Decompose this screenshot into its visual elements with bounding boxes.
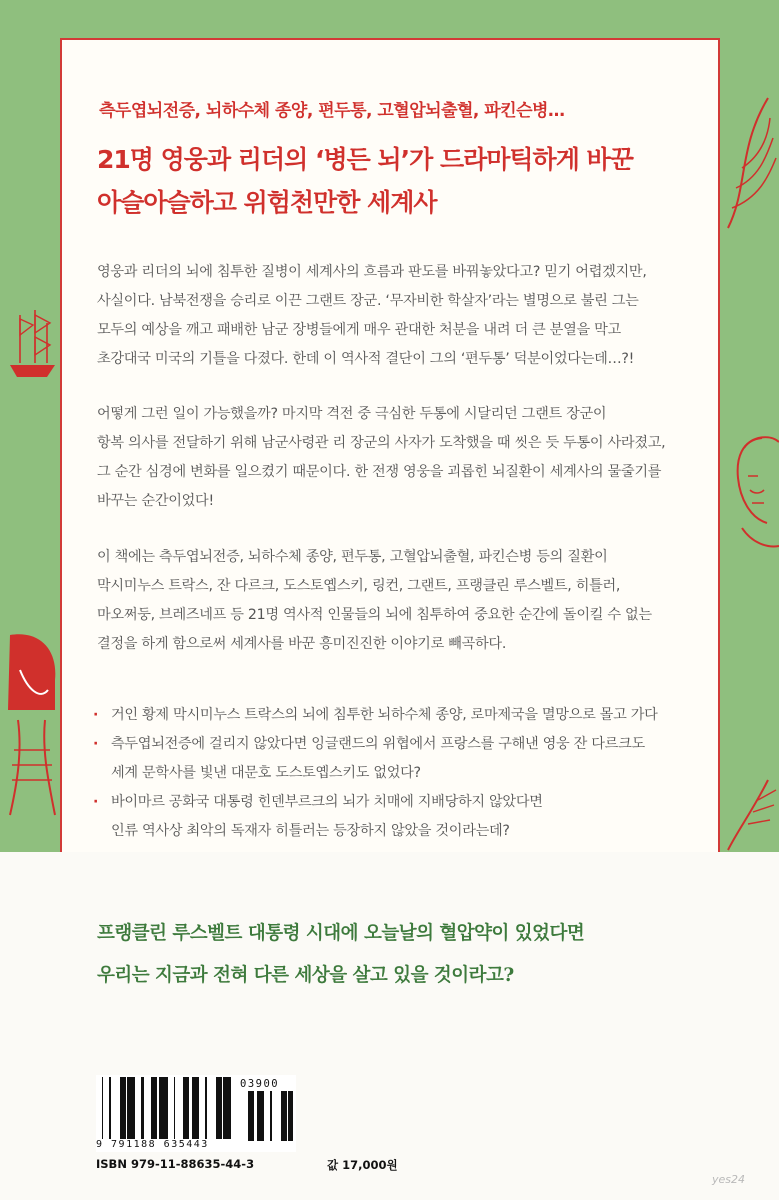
watermark: yes24 <box>712 1173 746 1186</box>
bullet-marker: · <box>93 794 99 810</box>
bullet-item <box>93 788 693 846</box>
barcode-bar <box>258 1091 260 1141</box>
barcode-bar <box>284 1091 287 1141</box>
barcode-bar <box>187 1077 189 1139</box>
barcode-bar <box>248 1091 251 1141</box>
addon-number: 03900 <box>240 1078 280 1090</box>
barcode-bar <box>127 1077 129 1139</box>
paragraph-line: 바꾸는 순간이었다! <box>97 493 214 509</box>
headline-line-1: 21명 영웅과 리더의 ‘병든 뇌’가 드라마틱하게 바꾼 <box>97 145 633 174</box>
paragraph-line: 결정을 하게 함으로써 세계사를 바꾼 흥미진진한 이야기로 빼곡하다. <box>97 636 507 652</box>
bullet-line: 인류 역사상 최악의 독재자 히틀러는 등장하지 않았을 것이라는데? <box>111 823 510 839</box>
barcode-bar <box>156 1077 157 1139</box>
bullet-line: 측두엽뇌전증에 걸리지 않았다면 잉글랜드의 위협에서 프랑스를 구해낸 영웅 잔 다르크도 <box>111 736 645 752</box>
barcode-bar <box>193 1077 195 1139</box>
paragraph-line: 어떻게 그런 일이 가능했을까? 마지막 격전 중 극심한 두통에 시달리던 그랜트 장군이 <box>97 406 607 422</box>
barcode-bar <box>186 1077 187 1139</box>
bullet-line: 거인 황제 막시미누스 트락스의 뇌에 침투한 뇌하수체 종양, 로마제국을 멸망으로 몰고 가다 <box>111 707 658 723</box>
paragraph-3 <box>97 543 677 659</box>
barcode-bar <box>183 1077 186 1139</box>
barcode-bar <box>219 1077 222 1139</box>
barcode-bar <box>121 1077 123 1139</box>
bullet-item <box>93 701 693 730</box>
barcode-bar <box>217 1077 219 1139</box>
barcode-bar <box>216 1077 217 1139</box>
barcode-bar <box>205 1077 207 1139</box>
barcode-bar <box>123 1077 126 1139</box>
barcode-bar <box>251 1091 252 1141</box>
paragraph-line: 항복 의사를 전달하기 위해 남군사령관 리 장군의 사자가 도착했을 때 씻은 듯 두통이 사라졌고, <box>97 435 666 451</box>
barcode-bar <box>225 1077 228 1139</box>
barcode-bar <box>229 1077 231 1139</box>
portrait-woman-illustration <box>0 630 60 820</box>
bullet-line: 바이마르 공화국 대통령 힌덴부르크의 뇌가 치매에 지배당하지 않았다면 <box>111 794 543 810</box>
barcode-bar <box>288 1091 290 1141</box>
disease-list-subtitle: 측두엽뇌전증, 뇌하수체 종양, 편두통, 고혈압뇌출혈, 파킨슨병… <box>99 101 565 121</box>
quote-line-2: 우리는 지금과 전혀 다른 세상을 살고 있을 것이라고? <box>97 965 514 986</box>
ornament-feather-decoration <box>718 88 779 238</box>
ship-icon <box>5 305 60 385</box>
addon-barcode-bars <box>242 1091 294 1141</box>
portrait-man-illustration <box>722 428 779 558</box>
paragraph-line: 영웅과 리더의 뇌에 침투한 질병이 세계사의 흐름과 판도를 바꿔놓았다고? 믿기 어렵겠지만, <box>97 264 647 280</box>
price-text: 값 17,000원 <box>327 1158 398 1172</box>
barcode-bar <box>165 1077 168 1139</box>
bullet-item <box>93 730 693 788</box>
barcode-bar <box>102 1077 103 1139</box>
bullet-marker: · <box>93 736 99 752</box>
paragraph-line: 마오쩌둥, 브레즈네프 등 21명 역사적 인물들의 뇌에 침투하여 중요한 순간에 돌이킬 수 없는 <box>97 607 652 623</box>
barcode-bar <box>141 1077 144 1139</box>
highlight-bullet-list <box>93 701 693 846</box>
barcode-bar <box>223 1077 225 1139</box>
barcode-bar <box>153 1077 156 1139</box>
barcode-bar <box>162 1077 163 1139</box>
paragraph-1 <box>97 258 677 374</box>
barcode-bar <box>129 1077 132 1139</box>
barcode-bar <box>120 1077 121 1139</box>
barcode-bar <box>174 1077 175 1139</box>
paragraph-2 <box>97 400 677 516</box>
quote-line-1: 프랭클린 루스벨트 대통령 시대에 오늘날의 혈압약이 있었다면 <box>97 923 585 944</box>
barcode-bars <box>102 1077 234 1139</box>
barcode-bar <box>270 1091 272 1141</box>
quill-decoration <box>718 760 779 855</box>
isbn-text: ISBN 979-11-88635-44-3 <box>96 1157 255 1171</box>
barcode-bar <box>198 1077 199 1139</box>
barcode-bar <box>252 1091 254 1141</box>
barcode-bar <box>151 1077 153 1139</box>
barcode-bar <box>228 1077 229 1139</box>
barcode-bar <box>159 1077 162 1139</box>
paragraph-line: 초강대국 미국의 기틀을 다졌다. 한데 이 역사적 결단이 그의 ‘편두통’ 덕분이었다는데…?! <box>97 351 635 367</box>
barcode-bar <box>133 1077 135 1139</box>
paragraph-line: 막시미누스 트락스, 잔 다르크, 도스토옙스키, 링컨, 그랜트, 프랭클린 루스벨트, 히틀러, <box>97 578 621 594</box>
barcode-bar <box>195 1077 198 1139</box>
barcode-bar <box>281 1091 282 1141</box>
barcode-bar <box>263 1091 264 1141</box>
barcode-bar <box>163 1077 165 1139</box>
barcode-bar <box>282 1091 284 1141</box>
barcode-bar <box>257 1091 258 1141</box>
paragraph-line: 이 책에는 측두엽뇌전증, 뇌하수체 종양, 편두통, 고혈압뇌출혈, 파킨슨병 등의 질환이 <box>97 549 608 565</box>
barcode-bar <box>132 1077 133 1139</box>
barcode-bar <box>260 1091 263 1141</box>
bullet-line: 세계 문학사를 빛낸 대문호 도스토옙스키도 없었다? <box>111 765 421 781</box>
barcode-bar <box>109 1077 111 1139</box>
headline-line-2: 아슬아슬하고 위험천만한 세계사 <box>97 188 437 217</box>
paragraph-line: 사실이다. 남북전쟁을 승리로 이끈 그랜트 장군. ‘무자비한 학살자’라는 별명으로 불린 그는 <box>97 293 639 309</box>
barcode-number: 9 791188 635443 <box>96 1139 209 1150</box>
barcode-bar <box>192 1077 193 1139</box>
bullet-marker: · <box>93 707 99 723</box>
paragraph-line: 그 순간 심경에 변화를 일으켰기 때문이다. 한 전쟁 영웅을 괴롭힌 뇌질환이 세계사의 물줄기를 <box>97 464 662 480</box>
barcode-bar <box>290 1091 293 1141</box>
paragraph-line: 모두의 예상을 깨고 패배한 남군 장병들에게 매우 관대한 처분을 내려 더 큰 분열을 막고 <box>97 322 621 338</box>
